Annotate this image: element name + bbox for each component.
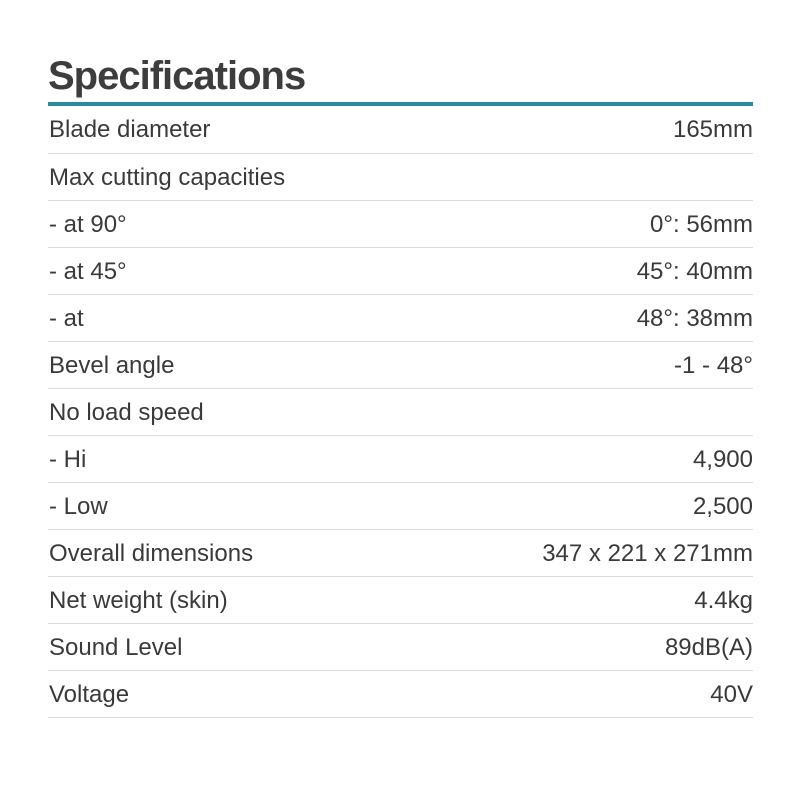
- spec-row: [48, 670, 753, 717]
- specifications-section: [48, 52, 753, 718]
- section-title: Specifications: [48, 54, 306, 98]
- spec-label: Overall dimensions: [49, 539, 254, 567]
- spec-label: - Low: [49, 492, 108, 520]
- spec-label: - Hi: [49, 445, 87, 473]
- spec-row: [48, 106, 753, 153]
- spec-value: 4.4kg: [694, 586, 753, 614]
- spec-value: 2,500: [692, 492, 753, 520]
- spec-label: Blade diameter: [49, 116, 211, 143]
- spec-label: Bevel angle: [49, 351, 175, 379]
- spec-label: Net weight (skin): [49, 586, 228, 614]
- spec-value: 165mm: [672, 116, 753, 143]
- spec-label: Max cutting capacities: [49, 163, 286, 191]
- spec-row: [48, 482, 753, 529]
- spec-row: [48, 247, 753, 294]
- spec-value: 40V: [710, 680, 753, 708]
- spec-row: [48, 200, 753, 247]
- specifications-table: [48, 106, 753, 718]
- spec-value: 45°: 40mm: [636, 257, 753, 285]
- spec-value: -1 - 48°: [674, 351, 753, 379]
- spec-label: - at 90°: [49, 210, 127, 238]
- spec-label: No load speed: [49, 398, 204, 426]
- specifications-table-body: [48, 106, 753, 717]
- spec-value: 0°: 56mm: [650, 210, 753, 238]
- spec-label: Sound Level: [49, 633, 183, 661]
- spec-row: [48, 576, 753, 623]
- spec-label: - at 45°: [49, 257, 127, 285]
- spec-row: [48, 153, 753, 200]
- spec-row: [48, 341, 753, 388]
- spec-label: - at: [49, 304, 84, 332]
- spec-label: Voltage: [49, 680, 130, 708]
- spec-row: [48, 529, 753, 576]
- spec-value: 347 x 221 x 271mm: [542, 539, 753, 567]
- spec-value: [421, 153, 753, 200]
- spec-value: 48°: 38mm: [636, 304, 753, 332]
- spec-row: [48, 435, 753, 482]
- spec-value: [421, 388, 753, 435]
- spec-value: 4,900: [692, 445, 753, 473]
- spec-row: [48, 388, 753, 435]
- spec-value: 89dB(A): [664, 633, 753, 661]
- spec-row: [48, 623, 753, 670]
- spec-row: [48, 294, 753, 341]
